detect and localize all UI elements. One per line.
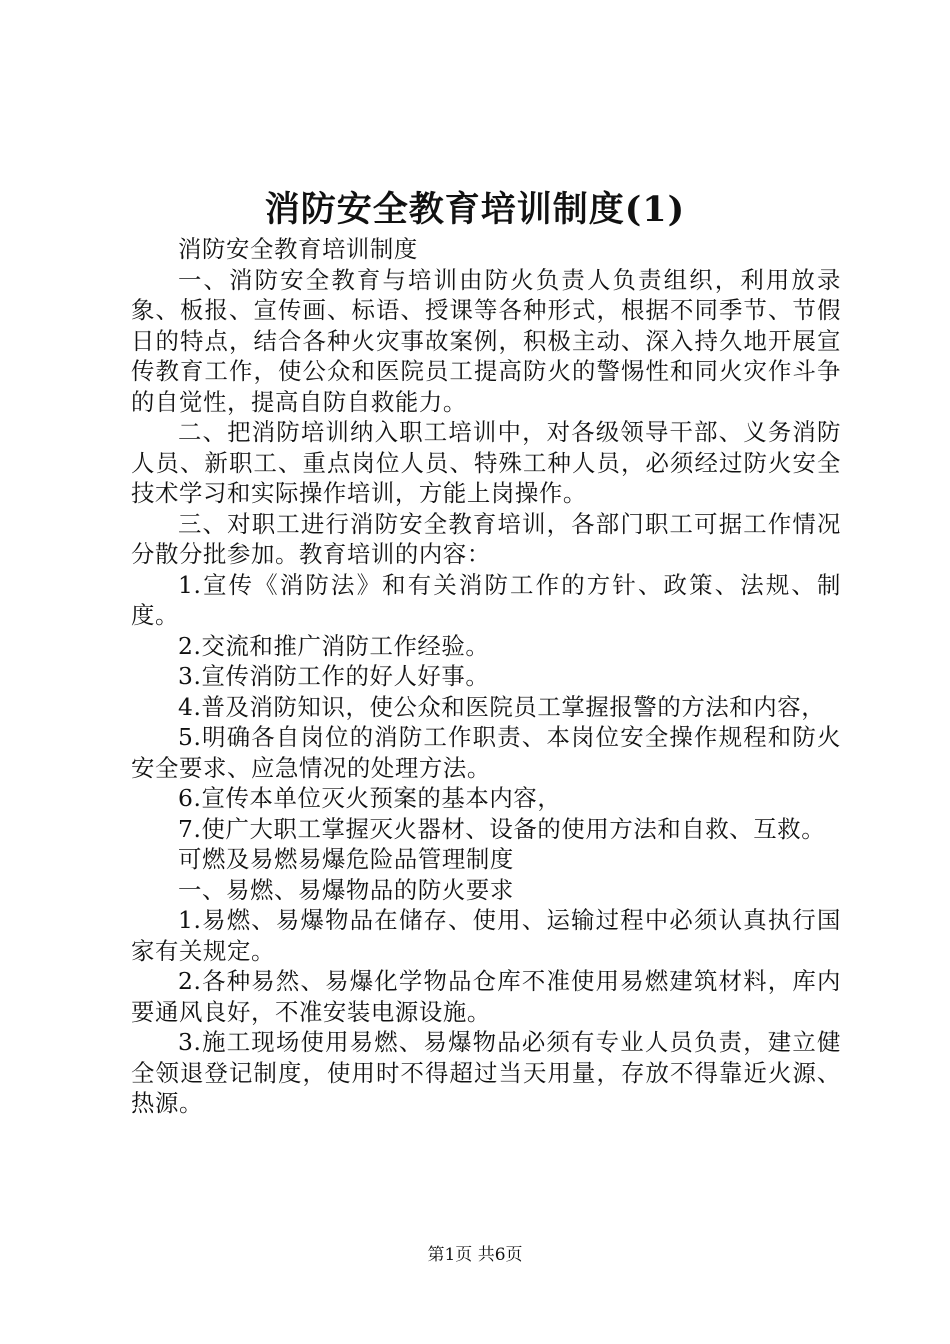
paragraph: 二、把消防培训纳入职工培训中，对各级领导干部、义务消防人员、新职工、重点岗位人员、特殊工种人员，必须经过防火安全技术学习和实际操作培训，方能上岗操作。	[131, 418, 841, 507]
paragraph: 3.施工现场使用易燃、易爆物品必须有专业人员负责，建立健全领退登记制度，使用时不得超过当天用量，存放不得靠近火源、热源。	[131, 1028, 841, 1117]
document-title: 消防安全教育培训制度(1)	[264, 189, 686, 230]
paragraph: 消防安全教育培训制度	[178, 235, 418, 263]
document-body	[131, 234, 841, 1119]
paragraph: 2.各种易然、易爆化学物品仓库不准使用易燃建筑材料，库内要通风良好，不准安装电源设施。	[131, 967, 841, 1026]
paragraph: 一、消防安全教育与培训由防火负责人负责组织，利用放录象、板报、宣传画、标语、授课等各种形式，根据不同季节、节假日的特点，结合各种火灾事故案例，积极主动、深入持久地开展宣传教育工作，使公众和医院员工提高防火的警惕性和同火灾作斗争的自觉性，提高自防自救能力。	[131, 265, 841, 416]
paragraph: 3.宣传消防工作的好人好事。	[178, 662, 490, 690]
paragraph: 1.宣传《消防法》和有关消防工作的方针、政策、法规、制度。	[131, 570, 841, 629]
paragraph: 7.使广大职工掌握灭火器材、设备的使用方法和自救、互救。	[178, 814, 826, 843]
paragraph: 1.易燃、易爆物品在储存、使用、运输过程中必须认真执行国家有关规定。	[131, 906, 841, 965]
paragraph: 2.交流和推广消防工作经验。	[178, 631, 490, 660]
paragraph: 6.宣传本单位灭火预案的基本内容，	[178, 784, 562, 812]
paragraph: 5.明确各自岗位的消防工作职责、本岗位安全操作规程和防火安全要求、应急情况的处理方法。	[131, 723, 841, 782]
paragraph: 4.普及消防知识，使公众和医院员工掌握报警的方法和内容，	[178, 692, 826, 721]
paragraph: 可燃及易燃易爆危险品管理制度	[178, 845, 514, 873]
paragraph: 一、易燃、易爆物品的防火要求	[178, 875, 514, 904]
page-indicator: 第1页 共6页	[427, 1245, 523, 1265]
paragraph: 三、对职工进行消防安全教育培训，各部门职工可据工作情况分散分批参加。教育培训的内容：	[131, 509, 841, 568]
